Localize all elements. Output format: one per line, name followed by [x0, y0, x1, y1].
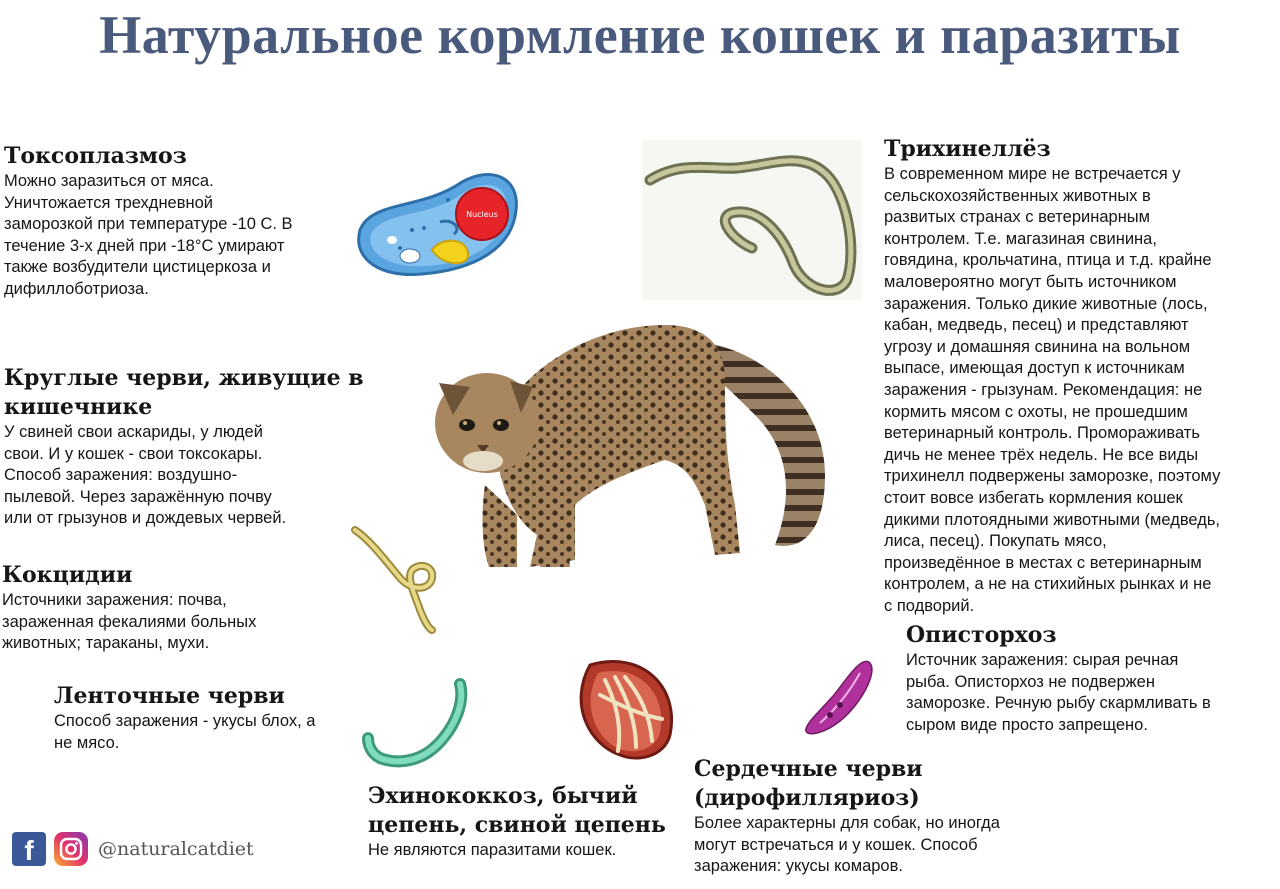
section-trichinellosis [884, 135, 1276, 617]
section-heading: Токсоплазмоз [4, 143, 187, 169]
instagram-icon[interactable] [54, 832, 88, 866]
section-text: Не являются паразитами кошек. [368, 841, 617, 859]
section-heading: Трихинеллёз [884, 136, 1051, 162]
instagram-camera-icon [59, 837, 83, 861]
section-toxoplasmosis [4, 142, 364, 301]
section-coccidia [2, 561, 322, 655]
instagram-handle[interactable]: @naturalcatdiet [98, 838, 254, 860]
roundworm-illustration [340, 520, 450, 640]
heartworm-illustration [570, 655, 680, 765]
section-text: В современном мире не встречается у сельскохозяйственных животных в развитых странах с ветеринарным контролем. Т.е. магазиная свинина, говядина, крольчатина, птица и т.д. крайне маловероятно могут быть источником заражения. Только дикие животные (лось, кабан, медведь, песец) и представляют угрозу и домашняя свинина на вольном выпасе, имеющая доступ к источникам заражения - грызунам. Рекомендация: не кормить мясом с охоты, не прошедшим ветеринарный контроль. Промораживать дичь не менее трёх недель. Не все виды трихинелл подвержены заморозке, поэтому стоит вовсе избегать кормления кошек дикими плотоядными животными (медведь, лиса, песец). Покупать мясо, произведённое в местах с ветеринарным контролем, а не на стихийных рынках и не с подворий. [884, 165, 1221, 615]
cat-illustration [425, 305, 845, 595]
nucleus-label: Nucleus [466, 210, 498, 219]
section-heading: Сердечные черви (дирофилляриоз) [694, 756, 923, 811]
trichinella-worm-illustration [642, 140, 862, 300]
section-tapeworms [54, 682, 374, 754]
opisthorchis-fluke-illustration [800, 655, 880, 740]
section-text: Способ заражения - укусы блох, а не мясо. [54, 712, 316, 752]
section-text: Более характерны для собак, но иногда могут встречаться и у кошек. Способ заражения: укусы комаров. [694, 814, 1000, 876]
section-echinococcosis [368, 782, 688, 862]
section-roundworms [4, 364, 364, 530]
section-heading: Кокцидии [2, 562, 133, 588]
social-footer [12, 832, 254, 866]
facebook-icon[interactable]: f [12, 832, 46, 866]
section-text: У свиней свои аскариды, у людей свои. И у кошек - свои токсокары. Способ заражения: воздушно- пылевой. Через заражённую почву или от грызунов и дождевых червей. [4, 423, 287, 528]
section-heading: Круглые черви, живущие в кишечнике [4, 365, 364, 420]
section-text: Источник заражения: сырая речная рыба. Описторхоз не подвержен заморозке. Речную рыбу скармливать в сыром виде просто запрещено. [906, 651, 1211, 734]
section-heading: Эхинококкоз, бычий цепень, свиной цепень [368, 783, 666, 838]
section-text: Можно заразиться от мяса. Уничтожается трехдневной заморозкой при температуре -10 С. В течение 3-х дней при -18°С умирают также возбудители цистицеркоза и дифиллоботриоза. [4, 172, 293, 298]
section-heartworm [694, 755, 1074, 878]
page-title: Натуральное кормление кошек и паразиты [99, 5, 1181, 65]
section-heading: Описторхоз [906, 622, 1057, 648]
tapeworm-illustration [360, 676, 480, 776]
toxoplasma-cell-illustration [352, 170, 522, 280]
section-heading: Ленточные черви [54, 683, 285, 709]
section-opisthorchiasis [906, 621, 1276, 736]
section-text: Источники заражения: почва, зараженная фекалиями больных животных; тараканы, мухи. [2, 591, 257, 653]
